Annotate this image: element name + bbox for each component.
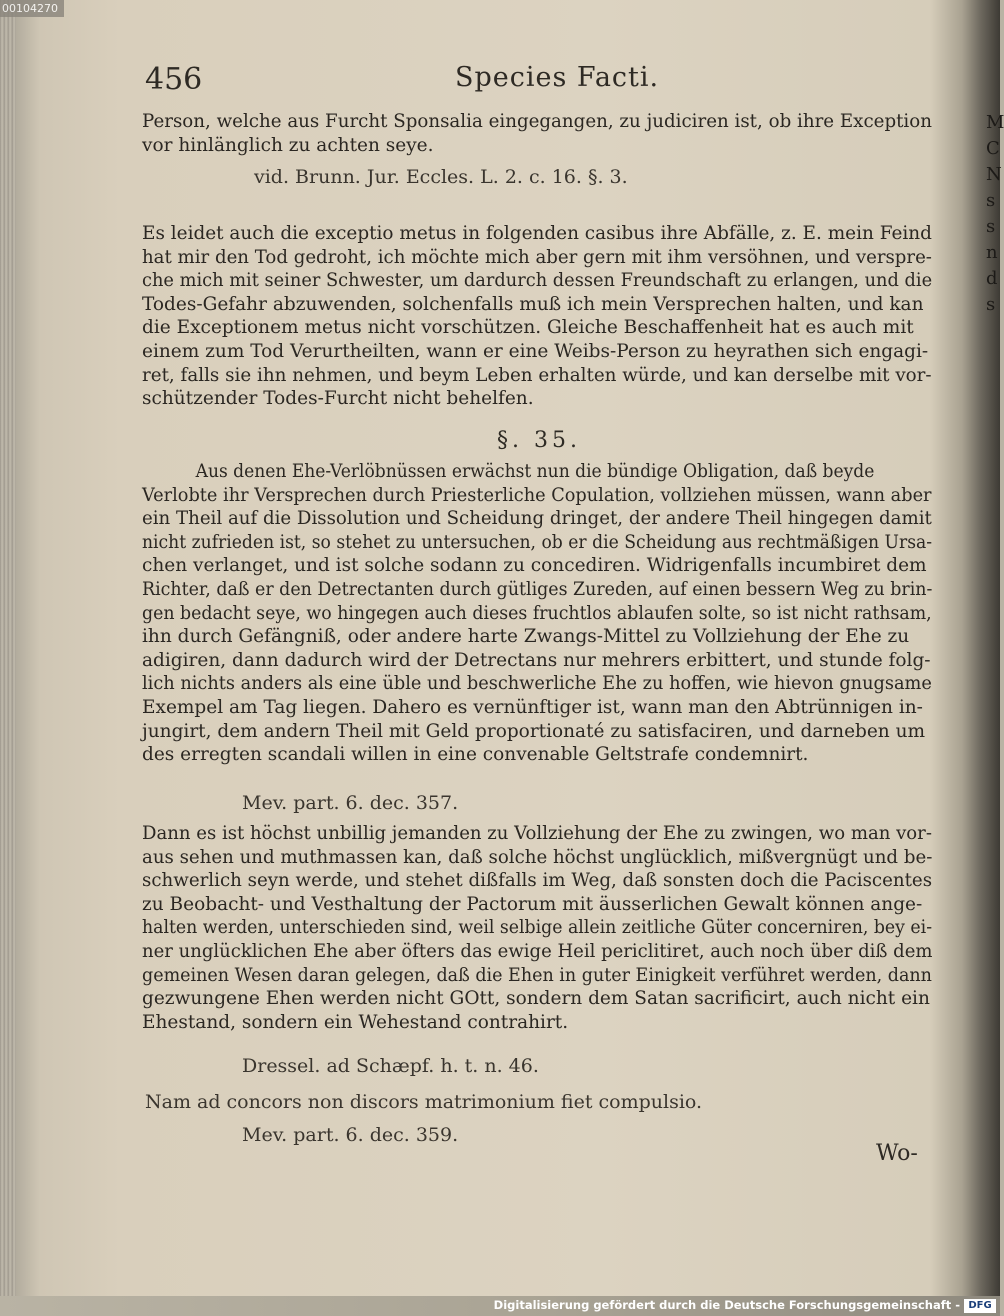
text-line: vor hinlänglich zu achten seye. (142, 134, 434, 156)
text-line: des erregten scandali willen in eine convenable Geltstrafe condemnirt. (142, 744, 809, 766)
text-line: halten werden, unterschieden sind, weil selbige allein zeitliche Güter concerniren, bey ei- (142, 917, 933, 939)
text-line: ihn durch Gefängniß, oder andere harte Zwangs-Mittel zu Vollziehung der Ehe zu (142, 626, 910, 648)
text-line: Richter, daß er den Detrectanten durch gütliges Zureden, auf einen bessern Weg zu brin- (142, 578, 933, 600)
paragraph-3 (142, 460, 932, 484)
text-line: Person, welche aus Furcht Sponsalia eingegangen, zu judiciren ist, ob ihre Exception (142, 111, 932, 132)
catchword: Wo- (876, 1141, 918, 1166)
paragraph-4 (142, 822, 932, 1034)
citation-mev-357: Mev. part. 6. dec. 357. (242, 792, 459, 814)
text-line: gezwungene Ehen werden nicht GOtt, sondern dem Satan sacrificirt, auch nicht ein (142, 988, 930, 1010)
text-line: chen verlanget, und ist solche sodann zu concediren. Widrigenfalls incumbiret dem (142, 555, 927, 577)
fragment-letter: s (986, 216, 996, 237)
text-line: schützender Todes-Furcht nicht behelfen. (142, 388, 534, 410)
fragment-letter: M (986, 112, 1004, 133)
scan-stamp: 00104270 (0, 0, 64, 17)
text-line: jungirt, dem andern Theil mit Geld proportionaté zu satisfaciren, und darneben um (142, 720, 926, 742)
text-line: Dann es ist höchst unbillig jemanden zu Vollziehung der Ehe zu zwingen, wo man vor- (142, 823, 932, 844)
funding-notice: Digitalisierung gefördert durch die Deutsche Forschungsgemeinschaft - (493, 1298, 960, 1312)
text-line: nicht zufrieden ist, so stehet zu untersuchen, ob er die Scheidung aus rechtmäßigen Ursa- (142, 531, 933, 553)
body-text (142, 822, 932, 1034)
text-line: Es leidet auch die exceptio metus in folgenden casibus ihre Abfälle, z. E. mein Feind (142, 223, 932, 244)
fragment-letter: d (986, 268, 998, 289)
text-line: ein Theil auf die Dissolution und Scheidung dringet, der andere Theil hingegen damit (142, 508, 932, 530)
text-line: adigiren, dann dadurch wird der Detrectans nur mehrers erbittert, und stunde folg- (142, 649, 931, 671)
fragment-letter: s (986, 294, 996, 315)
text-line: hat mir den Tod gedroht, ich möchte mich aber gern mit ihm versöhnen, und verspre- (142, 246, 932, 268)
text-line: die Exceptionem metus nicht vorschützen. Gleiche Beschaffenheit hat es auch mit (142, 317, 914, 339)
text-line: schwerlich seyn werde, und stehet dißfalls im Weg, daß sonsten doch die Paciscentes (142, 870, 933, 892)
text-line: Ehestand, sondern ein Wehestand contrahirt. (142, 1011, 569, 1033)
paragraph-1 (142, 110, 932, 157)
text-line: einem zum Tod Verurtheilten, wann er eine Weibs-Person zu heyrathen sich engagi- (142, 340, 929, 362)
section-number: §. 35. (497, 428, 581, 453)
body-text (142, 460, 932, 767)
fragment-letter: C (986, 138, 1000, 159)
fragment-letter: n (986, 242, 998, 263)
text-line: gen bedacht seye, wo hingegen auch dieses fruchtlos ablaufen solte, so ist nicht rathsam, (142, 602, 932, 624)
latin-maxim: Nam ad concors non discors matrimonium fiet compulsio. (145, 1091, 703, 1113)
dfg-logo: DFG (964, 1299, 996, 1313)
text-line: ret, falls sie ihn nehmen, und beym Leben erhalten würde, und kan derselbe mit vor- (142, 364, 932, 386)
body-text (142, 222, 932, 411)
text-line: gemeinen Wesen daran gelegen, daß die Ehen in guter Einigkeit verführet werden, dann (142, 964, 932, 986)
text-line: aus sehen und muthmassen kan, daß solche höchst unglücklich, mißvergnügt und be- (142, 846, 933, 868)
fragment-letter: N (986, 164, 1002, 185)
text-line: Verlobte ihr Versprechen durch Priesterliche Copulation, vollziehen müssen, wann aber (142, 484, 932, 506)
running-head: Species Facti. (455, 62, 660, 93)
paragraph-2 (142, 222, 932, 411)
page-header (145, 62, 925, 102)
adjacent-page-fragment (986, 110, 1004, 340)
citation-dressel: Dressel. ad Schæpf. h. t. n. 46. (242, 1055, 539, 1077)
page-number: 456 (145, 62, 203, 97)
text-line: Todes-Gefahr abzuwenden, solchenfalls muß ich mein Versprechen halten, und kan (142, 293, 924, 315)
text-line: ner unglücklichen Ehe aber öfters das ewige Heil periclitiret, auch noch über diß dem (142, 940, 933, 962)
text-line: Aus denen Ehe-Verlöbnüssen erwächst nun die bündige Obligation, daß beyde (195, 461, 875, 482)
citation-brunn: vid. Brunn. Jur. Eccles. L. 2. c. 16. §. 3. (254, 166, 628, 188)
paragraph-3-cont (142, 484, 932, 767)
body-text (142, 110, 932, 157)
text-line: zu Beobacht- und Vesthaltung der Pactorum mit äusserlichen Gewalt können ange- (142, 893, 923, 915)
text-line: Exempel am Tag liegen. Dahero es vernünftiger ist, wann man den Abtrünnigen in- (142, 696, 923, 718)
text-line: che mich mit seiner Schwester, um dardurch dessen Freundschaft zu erlangen, und die (142, 270, 933, 292)
text-line: lich nichts anders als eine üble und beschwerliche Ehe zu hoffen, wie hievon gnugsame (142, 673, 932, 695)
page-edge (0, 0, 16, 1316)
citation-mev-359: Mev. part. 6. dec. 359. (242, 1124, 459, 1146)
fragment-letter: s (986, 190, 996, 211)
